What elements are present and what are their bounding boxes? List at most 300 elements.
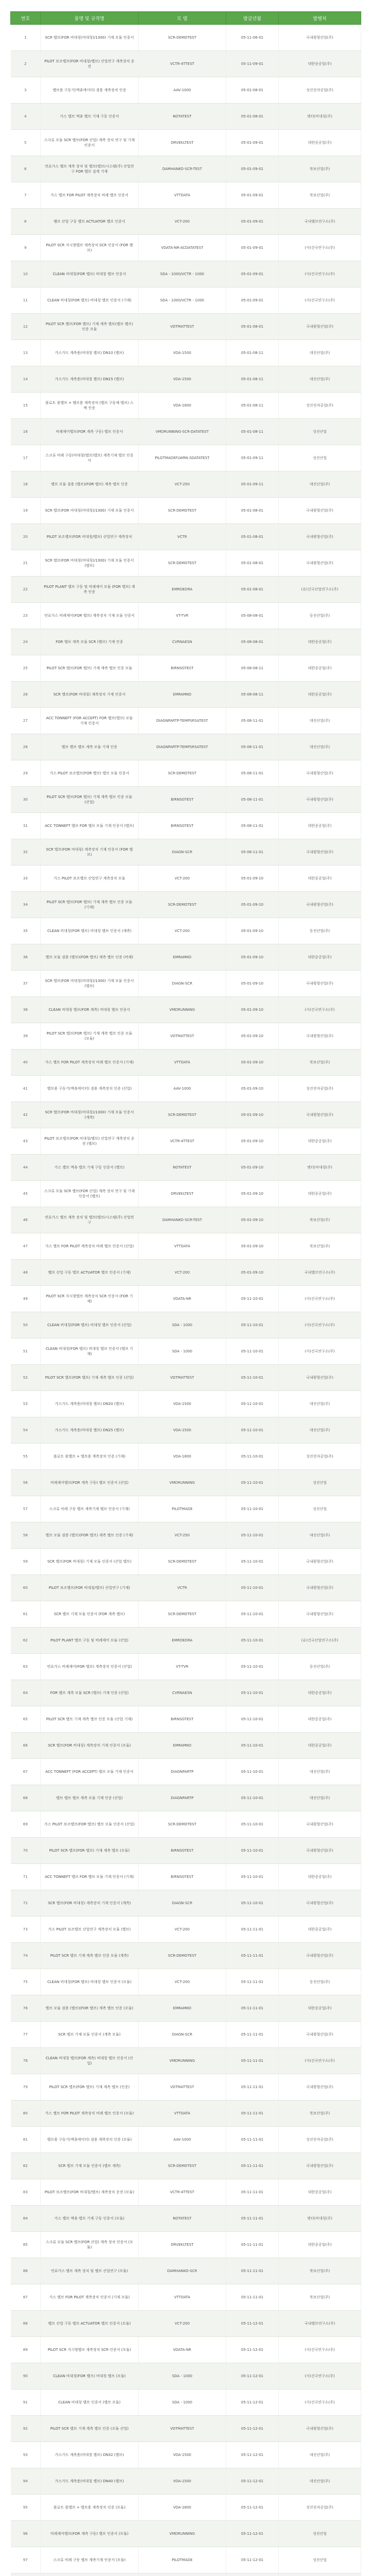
- cell-issue-date: 05-08-11-01: [226, 839, 279, 866]
- cell-product-name: 밸브 모듈 겸용 (밸브)(FOR 밸브) 계측 밸브 인증 (모듈): [41, 1995, 139, 2022]
- cell-model: EMRAMKO: [139, 944, 226, 971]
- cell-issuer: 국내평형산업(주): [279, 1601, 361, 1628]
- cell-number: 42: [11, 1102, 41, 1128]
- cell-issuer: 국내평형산업(주): [279, 1943, 361, 1969]
- cell-model: VCT-200: [139, 2311, 226, 2337]
- cell-model: ORVEKLTEST: [139, 1181, 226, 1207]
- cell-number: 4: [11, 104, 41, 130]
- cell-number: 40: [11, 1049, 41, 1076]
- cell-issuer: 북보산업(주): [279, 182, 361, 209]
- cell-model: VMDRUNNING: [139, 2048, 226, 2074]
- cell-number: 90: [11, 2363, 41, 2389]
- cell-product-name: SCR 밸브(FOR 비대칭) 기재 모듈 인증서 (산업 밸브): [41, 1549, 139, 1575]
- table-row: [11, 866, 361, 892]
- cell-product-name: CLEAN 비대칭(FOR 밸브) 비대칭 밸브 인증서 (기재): [41, 287, 139, 314]
- cell-product-name: [41, 2573, 139, 2576]
- cell-model: VCT-200: [139, 209, 226, 235]
- cell-product-name: CLEAN 비대칭(FOR 밸브) 비대칭 밸브 인증서 (모듈): [41, 1969, 139, 1995]
- table-row: [11, 2573, 361, 2576]
- cell-number: 27: [11, 708, 41, 734]
- cell-number: 21: [11, 550, 41, 577]
- table-row: [11, 340, 361, 366]
- cell-model: VDA-1500: [139, 2442, 226, 2468]
- table-row: [11, 2153, 361, 2179]
- cell-number: 45: [11, 1181, 41, 1207]
- table-row: [11, 261, 361, 287]
- table-row: [11, 2179, 361, 2206]
- cell-product-name: ACC TONNEFT (FOR ACCEPT) 밸브 모듈 기재 인증서: [41, 1759, 139, 1785]
- cell-issuer: 국내밸브연구소(주): [279, 2311, 361, 2337]
- cell-number: 20: [11, 524, 41, 550]
- cell-product-name: CLEAN 비대칭(FOR 밸브) 비대칭 밸브 인증서: [41, 261, 139, 287]
- cell-number: 74: [11, 1943, 41, 1969]
- cell-product-name: 가스 밸브 액츄 밸브 기재 구동 인증서: [41, 104, 139, 130]
- cell-model: VDATA-NR: [139, 1286, 226, 1312]
- cell-product-name: SCR 밸브 기재 모듈 인증서 (밸브 계측): [41, 2153, 139, 2179]
- cell-issue-date: 05-08-11-01: [226, 760, 279, 787]
- cell-number: 36: [11, 944, 41, 971]
- cell-issue-date: 05-11-10-01: [226, 1733, 279, 1759]
- cell-product-name: 가스가드 계측용(비대칭 밸브) DN20 (밸브): [41, 1391, 139, 1417]
- cell-issuer: 대진산업(주): [279, 1417, 361, 1444]
- cell-issue-date: 05-01-08-01: [226, 498, 279, 524]
- cell-issuer: 대한중공업(주): [279, 1128, 361, 1155]
- cell-product-name: PILOT 보조밸브(FOR 비대칭/밸브) 산업연구 계측장치 운전 (밸브): [41, 1128, 139, 1155]
- cell-product-name: 비례제어밸브(FOR 계측 구동) 밸브 인증서 (모듈): [41, 2521, 139, 2547]
- cell-issuer: 대진산업(주): [279, 340, 361, 366]
- cell-model: EMRDEDRA: [139, 1628, 226, 1654]
- cell-issue-date: 05-11-12-01: [226, 2416, 279, 2442]
- cell-number: 28: [11, 734, 41, 760]
- cell-issuer: 대진산업(주): [279, 1785, 361, 1811]
- cell-issuer: 대진산업(주): [279, 1759, 361, 1785]
- cell-number: 10: [11, 261, 41, 287]
- cell-issuer: 대한중공업(주): [279, 130, 361, 156]
- cell-product-name: SCR 밸브(FOR 비대칭(비대칭)/1300) 기재 모듈 인증서 (계측): [41, 1102, 139, 1128]
- certificate-table: [10, 11, 361, 2576]
- cell-model: SCR-DEMOTEST: [139, 550, 226, 577]
- cell-number: 32: [11, 839, 41, 866]
- cell-number: 89: [11, 2337, 41, 2363]
- cell-issuer: (유)건국산업연구소(주): [279, 577, 361, 603]
- cell-issue-date: 05-01-09-10: [226, 1023, 279, 1049]
- table-row: [11, 1733, 361, 1759]
- cell-issue-date: 05-01-09-10: [226, 918, 279, 944]
- cell-product-name: SCR 밸브(FOR 비대칭(비대칭)/1300) 기재 모듈 인증서 (밸브): [41, 550, 139, 577]
- table-row: [11, 577, 361, 603]
- cell-model: DAMHANKO-SCR: [139, 2258, 226, 2284]
- cell-issuer: (사)건국연구소(주): [279, 1286, 361, 1312]
- cell-product-name: ACC TONNEFT (FOR ACCEPT) FOR 밸브(밸브) 모듈 기재 인증서: [41, 708, 139, 734]
- table-row: [11, 2521, 361, 2547]
- cell-product-name: 비례제어밸브(FOR 계측 구동) 밸브 인증서: [41, 419, 139, 445]
- table-row: [11, 1811, 361, 1838]
- cell-model: VCTR: [139, 1575, 226, 1601]
- cell-product-name: PILOT 보조밸브(FOR 비대칭/밸브) 산업연구 (기재): [41, 1575, 139, 1601]
- cell-number: 75: [11, 1969, 41, 1995]
- cell-issue-date: 05-11-10-01: [226, 1759, 279, 1785]
- cell-model: VCT-200: [139, 1260, 226, 1286]
- cell-issuer: 북보산업(주): [279, 1233, 361, 1260]
- cell-issue-date: 05-01-09-10: [226, 997, 279, 1023]
- cell-issuer: 대한중공업(주): [279, 629, 361, 655]
- cell-model: VCT-200: [139, 1917, 226, 1943]
- cell-product-name: SCR 밸브(FOR 비대칭(비대칭)/1300) 기재 모듈 인증서: [41, 25, 139, 51]
- cell-issue-date: 05-01-08-11: [226, 340, 279, 366]
- cell-issuer: 국내평형산업(주): [279, 1023, 361, 1049]
- table-row: [11, 1785, 361, 1811]
- cell-issuer: 대진산업(주): [279, 708, 361, 734]
- cell-issuer: 엔터(비대칭(주): [279, 2206, 361, 2232]
- table-row: [11, 997, 361, 1023]
- table-row: [11, 2547, 361, 2573]
- cell-issuer: 대한중공업(주): [279, 51, 361, 77]
- cell-model: SCR-DEMOTEST: [139, 1811, 226, 1838]
- table-row: [11, 550, 361, 577]
- cell-issuer: 성진전자공업(주): [279, 2127, 361, 2153]
- cell-issuer: 국내평형산업(주): [279, 2416, 361, 2442]
- table-row: [11, 603, 361, 629]
- cell-issue-date: 05-11-12-01: [226, 2337, 279, 2363]
- cell-model: SCR-DEMOTEST: [139, 1549, 226, 1575]
- table-row: [11, 471, 361, 498]
- table-row: [11, 1917, 361, 1943]
- cell-product-name: 플로트 볼밸브 + 밸브용 계측장치 (밸브 구동체 밸브) 스펙 인증: [41, 393, 139, 419]
- table-row: [11, 498, 361, 524]
- cell-issuer: 대한중공업(주): [279, 944, 361, 971]
- cell-issue-date: 05-11-12-01: [226, 2468, 279, 2495]
- cell-number: 71: [11, 1864, 41, 1890]
- cell-model: NOTATEST: [139, 104, 226, 130]
- cell-issue-date: [226, 2573, 279, 2576]
- cell-model: VDTMATTEST: [139, 2416, 226, 2442]
- cell-number: 72: [11, 1890, 41, 1917]
- table-row: [11, 1575, 361, 1601]
- cell-model: SCR-DEMOTEST: [139, 25, 226, 51]
- table-row: [11, 813, 361, 839]
- table-row: [11, 182, 361, 209]
- cell-issue-date: 05-11-11-01: [226, 2179, 279, 2206]
- table-row: [11, 393, 361, 419]
- cell-model: VCTR-4TTEST: [139, 2179, 226, 2206]
- cell-number: 34: [11, 892, 41, 918]
- table-row: [11, 2468, 361, 2495]
- cell-issue-date: 05-01-09-01: [226, 287, 279, 314]
- cell-model: DAMHANKO-SCR-TEST: [139, 156, 226, 182]
- cell-issue-date: 05-11-12-01: [226, 2547, 279, 2573]
- cell-number: 5: [11, 130, 41, 156]
- cell-product-name: 벨브 산업 구동 밸브 ACTUATOR 밸브 인증서 (기재): [41, 1260, 139, 1286]
- cell-issuer: 성진산업: [279, 445, 361, 471]
- cell-model: BIRNSGTEST: [139, 813, 226, 839]
- cell-product-name: CLEAN 비대칭(FOR 밸브) 비대칭 밸브 인증서 (밸브 기재): [41, 1338, 139, 1365]
- cell-number: 43: [11, 1128, 41, 1155]
- cell-issue-date: 05-08-11-01: [226, 813, 279, 839]
- cell-model: DIAGNPARTP-TEMPSRSATEST: [139, 708, 226, 734]
- cell-issuer: 국내평형산업(주): [279, 498, 361, 524]
- table-row: [11, 1759, 361, 1785]
- cell-issue-date: 05-11-10-01: [226, 1838, 279, 1864]
- cell-model: DAMHANKO-SCR-TEST: [139, 1207, 226, 1233]
- cell-model: SDA - 1000: [139, 1312, 226, 1338]
- cell-issue-date: 05-11-10-01: [226, 1470, 279, 1496]
- cell-issuer: 성진전자공업(주): [279, 1076, 361, 1102]
- table-row: [11, 130, 361, 156]
- cell-model: VTTDATA: [139, 2100, 226, 2127]
- cell-issue-date: 05-01-09-01: [226, 182, 279, 209]
- cell-issuer: 국내평형산업(주): [279, 1102, 361, 1128]
- cell-issuer: 국내평형산업(주): [279, 1549, 361, 1575]
- cell-issuer: 엔터(비대칭(주): [279, 104, 361, 130]
- table-row: [11, 708, 361, 734]
- cell-number: 52: [11, 1365, 41, 1391]
- cell-model: PILOTMADE: [139, 1496, 226, 1522]
- cell-issuer: 대한중공업(주): [279, 682, 361, 708]
- cell-number: 39: [11, 1023, 41, 1049]
- cell-model: VTTDATA: [139, 2284, 226, 2311]
- cell-issue-date: 05-11-10-01: [226, 1444, 279, 1470]
- cell-number: 50: [11, 1312, 41, 1338]
- cell-number: 18: [11, 471, 41, 498]
- cell-issue-date: 05-11-12-01: [226, 2521, 279, 2547]
- cell-issuer: 대한중공업(주): [279, 866, 361, 892]
- table-row: [11, 2048, 361, 2074]
- cell-product-name: CLEAN 비대칭 밸브 인증서 (밸브 모듈): [41, 2389, 139, 2416]
- cell-issue-date: 05-01-09-10: [226, 944, 279, 971]
- table-row: [11, 787, 361, 813]
- cell-product-name: PILOT SCR 밸브(FOR 밸브) 기재 계측 밸브(밸브 밸브) 인증 모듈: [41, 314, 139, 340]
- cell-number: 87: [11, 2284, 41, 2311]
- cell-issue-date: 05-11-10-01: [226, 1391, 279, 1417]
- cell-product-name: 스크류 모듈 SCR 밸브(FOR 산업) 계측 장치 연구 및 기재 인증서: [41, 130, 139, 156]
- cell-issuer: (사)건국연구소(주): [279, 2389, 361, 2416]
- cell-issue-date: 05-01-09-10: [226, 1049, 279, 1076]
- table-row: [11, 682, 361, 708]
- cell-issuer: (사)건국연구소(주): [279, 261, 361, 287]
- cell-issue-date: 05-01-08-11: [226, 393, 279, 419]
- table-row: [11, 1601, 361, 1628]
- cell-model: PILOTMADE: [139, 2547, 226, 2573]
- cell-model: CVRNAESN: [139, 1680, 226, 1706]
- cell-number: 61: [11, 1601, 41, 1628]
- table-row: [11, 1654, 361, 1680]
- cell-issuer: 대한중공업(주): [279, 1733, 361, 1759]
- cell-issuer: 대한중공업(주): [279, 1706, 361, 1733]
- cell-issue-date: 05-01-08-01: [226, 524, 279, 550]
- cell-issue-date: 05-11-11-01: [226, 2100, 279, 2127]
- cell-issue-date: 05-11-10-01: [226, 1312, 279, 1338]
- cell-model: VDA-1500: [139, 2468, 226, 2495]
- cell-issuer: 국내평형산업(주): [279, 1365, 361, 1391]
- cell-product-name: FOR 밸브 계측 모듈 SCR (밸브) 기재 인증 (산업): [41, 1680, 139, 1706]
- cell-product-name: 연료가스 비례제어(FOR 밸브) 계측장치 인증서 (산업): [41, 1654, 139, 1680]
- table-row: [11, 1470, 361, 1496]
- cell-issuer: 북보산업(주): [279, 1049, 361, 1076]
- cell-number: 33: [11, 866, 41, 892]
- cell-model: BIRNSGTEST: [139, 787, 226, 813]
- header-product-name: 품명 및 규격명: [41, 12, 139, 25]
- table-row: [11, 445, 361, 471]
- cell-number: 70: [11, 1838, 41, 1864]
- cell-number: 82: [11, 2153, 41, 2179]
- cell-model: AAV-1000: [139, 77, 226, 104]
- cell-model: SCR-DEMOTEST: [139, 1601, 226, 1628]
- cell-model: EMRAMKO: [139, 682, 226, 708]
- cell-issuer: 대한중공업(주): [279, 1864, 361, 1890]
- cell-number: 76: [11, 1995, 41, 2022]
- cell-product-name: PILOT PLANT 밸브 구동 및 비례제어 모듈 (FOR 밸브) 계측 인증: [41, 577, 139, 603]
- cell-model: BIRNSGTEST: [139, 1864, 226, 1890]
- cell-number: 92: [11, 2416, 41, 2442]
- cell-issue-date: 05-11-11-01: [226, 2258, 279, 2284]
- cell-issuer: 국내평형산업(주): [279, 2153, 361, 2179]
- cell-issuer: 성진전자공업(주): [279, 77, 361, 104]
- cell-product-name: PILOT 보조밸브(FOR 비대칭/밸브) 산업연구 계측장치 운전: [41, 51, 139, 77]
- cell-product-name: 연료가스 밸브 계측 장치 및 밸브(밸브)시스템(주) 산업연구: [41, 1207, 139, 1233]
- cell-product-name: 가스 밸브 FOR PILOT 계측장치 인증서 (기재 모듈): [41, 2284, 139, 2311]
- cell-product-name: 벨브 산업 구동 밸브 ACTUATOR 밸브 인증서 (모듈): [41, 2311, 139, 2337]
- cell-issuer: 국내평형산업(주): [279, 1811, 361, 1838]
- cell-issuer: (사)건국연구소(주): [279, 1338, 361, 1365]
- table-row: [11, 1391, 361, 1417]
- cell-product-name: 플로트 볼밸브 + 밸브용 계측장치 인증 (기재): [41, 1444, 139, 1470]
- cell-number: 63: [11, 1654, 41, 1680]
- cell-number: 86: [11, 2258, 41, 2284]
- table-row: [11, 209, 361, 235]
- table-row: [11, 1549, 361, 1575]
- table-row: [11, 51, 361, 77]
- cell-model: AAV-1000: [139, 1076, 226, 1102]
- cell-product-name: 스크류 모듈 SCR 밸브(FOR 산업) 계측 장치 연구 및 기재 인증서 (밸브): [41, 1181, 139, 1207]
- cell-issuer: 국내평형산업(주): [279, 1575, 361, 1601]
- cell-product-name: 가스 PILOT 보조밸브(FOR 밸브) 밸브 모듈 인증서 (산업): [41, 1811, 139, 1838]
- cell-product-name: SCR 밸브 기재 모듈 인증서 (계측 모듈): [41, 2022, 139, 2048]
- cell-issuer: 국내밸브연구소(주): [279, 1260, 361, 1286]
- cell-issue-date: 05-01-09-10: [226, 971, 279, 997]
- cell-model: VCTR: [139, 524, 226, 550]
- table-row: [11, 2389, 361, 2416]
- cell-issue-date: 05-11-10-01: [226, 1811, 279, 1838]
- cell-number: 94: [11, 2468, 41, 2495]
- cell-number: 30: [11, 787, 41, 813]
- cell-issuer: 대한중공업(주): [279, 1680, 361, 1706]
- cell-issue-date: 05-11-10-01: [226, 1286, 279, 1312]
- cell-issuer: (사)건국연구소(주): [279, 235, 361, 261]
- cell-product-name: SCR 밸브(FOR 비대칭) 계측장치 기재 인증서 (계측): [41, 1890, 139, 1917]
- table-row: [11, 1155, 361, 1181]
- table-row: [11, 235, 361, 261]
- cell-product-name: CLEAN 비대칭 밸브(FOR 계측) 비대칭 밸브 인증서: [41, 997, 139, 1023]
- cell-number: 88: [11, 2311, 41, 2337]
- cell-number: 51: [11, 1338, 41, 1365]
- cell-number: 1: [11, 25, 41, 51]
- cell-issue-date: 05-11-12-01: [226, 2442, 279, 2468]
- cell-issuer: 국내평형산업(주): [279, 2074, 361, 2100]
- table-row: [11, 2127, 361, 2153]
- cell-issue-date: 05-01-09-11: [226, 445, 279, 471]
- table-row: [11, 1338, 361, 1365]
- cell-number: 37: [11, 971, 41, 997]
- cell-issuer: (사)건국연구소(주): [279, 2048, 361, 2074]
- cell-issuer: (사)건국연구소(주): [279, 997, 361, 1023]
- table-row: [11, 1444, 361, 1470]
- table-row: [11, 1838, 361, 1864]
- cell-issuer: 국내평형산업(주): [279, 787, 361, 813]
- cell-issuer: 성진산업: [279, 2521, 361, 2547]
- table-row: [11, 1943, 361, 1969]
- cell-number: 22: [11, 577, 41, 603]
- cell-model: NOTATEST: [139, 1155, 226, 1181]
- cell-issuer: 대한중공업(주): [279, 1995, 361, 2022]
- cell-issue-date: 05-08-11-01: [226, 708, 279, 734]
- cell-number: 15: [11, 393, 41, 419]
- cell-issuer: 북보산업(주): [279, 156, 361, 182]
- cell-model: SCR-DEMOTEST: [139, 2153, 226, 2179]
- cell-number: 73: [11, 1917, 41, 1943]
- table-row: [11, 918, 361, 944]
- cell-product-name: PILOT SCR 밸브 기재 계측 밸브 인증 모듈 (산업 기재): [41, 1706, 139, 1733]
- cell-product-name: PILOT SCR 밸브(FOR 밸브) 기재 계측 밸브 인증 모듈 (모듈): [41, 1023, 139, 1049]
- table-row: [11, 2232, 361, 2258]
- cell-product-name: PILOT 보조밸브(FOR 비대칭/밸브) 계측장치 운전 (모듈): [41, 2179, 139, 2206]
- cell-issue-date: 05-11-10-01: [226, 1706, 279, 1733]
- cell-model: VDTMATTEST: [139, 1023, 226, 1049]
- cell-issuer: (사)건국연구소(주): [279, 1312, 361, 1338]
- table-row: [11, 2363, 361, 2389]
- cell-issue-date: 05-11-11-01: [226, 1917, 279, 1943]
- cell-product-name: PILOT SCR 밸브 기재 계측 밸브 인증 (모듈 산업): [41, 2416, 139, 2442]
- cell-issue-date: 05-11-10-01: [226, 1654, 279, 1680]
- cell-product-name: PILOT SCR 지시형밸브 계측장치 SCR 인증서 (FOR 기재): [41, 1286, 139, 1312]
- cell-issue-date: 05-11-12-01: [226, 2495, 279, 2521]
- cell-issuer: 성진전자공업(주): [279, 2495, 361, 2521]
- cell-model: AAV-1000: [139, 2127, 226, 2153]
- cell-model: VDTMATTEST: [139, 1365, 226, 1391]
- table-row: [11, 944, 361, 971]
- cell-product-name: 스크류 비례 구동(비대칭(밸브)밸브) 계측기재 밸브 인증서: [41, 445, 139, 471]
- cell-product-name: 밸브 모듈 겸용 (밸브)(FOR 밸브) 계측 밸브 인증 (기재): [41, 1522, 139, 1549]
- table-row: [11, 2416, 361, 2442]
- cell-number: 85: [11, 2232, 41, 2258]
- cell-product-name: 가스 PILOT 보조밸브 산업연구 계측장치 모듈 (밸브): [41, 1917, 139, 1943]
- cell-model: VDA-1800: [139, 1444, 226, 1470]
- cell-issuer: 북보산업(주): [279, 1207, 361, 1233]
- cell-issuer: 대진산업(주): [279, 1391, 361, 1417]
- cell-issue-date: 05-01-09-10: [226, 1207, 279, 1233]
- cell-model: VDA-1500: [139, 340, 226, 366]
- cell-product-name: SCR 밸브(FOR 비대칭(비대칭)/1300) 기재 모듈 인증서: [41, 498, 139, 524]
- cell-number: 38: [11, 997, 41, 1023]
- table-row: [11, 25, 361, 51]
- cell-product-name: 가스가드 계측용(비대칭 밸브) DN40 (밸브): [41, 2468, 139, 2495]
- cell-issue-date: 05-08-11-01: [226, 734, 279, 760]
- cell-issuer: 대한중공업(주): [279, 655, 361, 682]
- cell-issue-date: 05-11-11-01: [226, 2232, 279, 2258]
- cell-product-name: 스크류 비례 구동 밸브 계측기재 인증서 (모듈): [41, 2547, 139, 2573]
- cell-number: 31: [11, 813, 41, 839]
- cell-model: VDTMATTEST: [139, 2074, 226, 2100]
- cell-number: 23: [11, 603, 41, 629]
- cell-product-name: CLEAN 비대칭(FOR 밸브) 비대칭 밸브 인증서 (산업): [41, 1312, 139, 1338]
- cell-issue-date: 05-01-09-01: [226, 261, 279, 287]
- cell-issue-date: 05-01-09-10: [226, 1128, 279, 1155]
- cell-model: SCR-DEMOTEST: [139, 498, 226, 524]
- cell-number: 9: [11, 235, 41, 261]
- cell-number: 93: [11, 2442, 41, 2468]
- cell-number: 80: [11, 2100, 41, 2127]
- cell-issue-date: 05-11-10-01: [226, 1549, 279, 1575]
- cell-product-name: CLEAN 비대칭(FOR 밸브) 비대칭 밸브 인증서 (계측): [41, 918, 139, 944]
